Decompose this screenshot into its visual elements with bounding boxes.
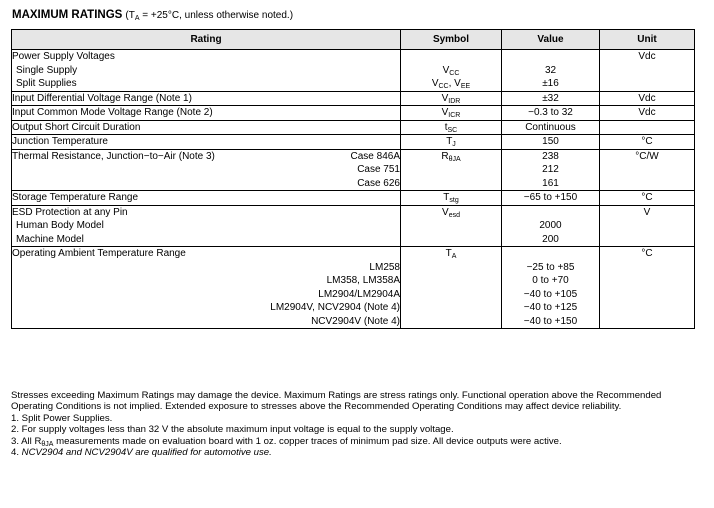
icmr-label: Input Common Mode Voltage Range (Note 2) [12,106,401,121]
tj-value: 150 [502,135,600,150]
title-text: MAXIMUM RATINGS [12,9,123,21]
symbol-tstg: $T_{stg}$ [401,191,502,206]
header-unit: Unit [600,30,695,50]
machine-model-label: Machine Model [16,233,84,245]
stress-disclaimer: Stresses exceeding Maximum Ratings may damage the device. Maximum Ratings are stress ratings only. Functional operation above the Recommended Operating Conditions is not implied. Extended exposure to stresses above the Recommended Operating Conditions may affect device reliability. [11,390,662,413]
tj-label: Junction Temperature [12,135,401,150]
tstg-label: Storage Temperature Range [12,191,401,206]
theta-label: Thermal Resistance, Junction−to−Air (Note 3) [12,150,215,162]
row-output-short-circuit [12,120,695,135]
header-rating: Rating [12,30,401,50]
power-supply-label: Power Supply Voltages [12,51,115,62]
ta-unit: °C [600,247,695,329]
row-input-common-mode [12,106,695,121]
note-4: 4. NCV2904 and NCV2904V are qualified for automotive use. [11,447,272,459]
case-846a: Case 846A [350,150,400,162]
header-value: Value [502,30,600,50]
esd-unit: V [600,205,695,247]
oscd-value: Continuous [502,120,600,135]
theta-unit: °C/W [600,149,695,191]
ta-value-lm2904: −40 to +105 [523,288,578,300]
note-1: 1. Split Power Supplies. [11,412,113,424]
row-junction-temperature [12,135,695,150]
symbol-vicr: $V_{ICR}$ [401,106,502,121]
icmr-unit: Vdc [600,106,695,121]
power-supply-unit: Vdc [600,50,695,92]
row-esd-protection [12,205,695,247]
row-thermal-resistance [12,149,695,191]
tstg-unit: °C [600,191,695,206]
device-ncv2904v: NCV2904V (Note 4) [311,315,400,327]
row-storage-temperature [12,191,695,206]
machine-model-value: 200 [542,233,559,245]
split-supplies-value: ±16 [542,78,559,89]
theta-value-846a: 238 [542,150,559,162]
symbol-tsc: $t_{SC}$ [401,120,502,135]
symbol-tj: $T_J$ [401,135,502,150]
symbol-rtheta-ja: $R_{\theta JA}$ [401,149,502,191]
ta-value-lm258: −25 to +85 [526,261,575,273]
esd-label: ESD Protection at any Pin [12,206,128,218]
header-symbol: Symbol [401,30,502,50]
note-2: 2. For supply voltages less than 32 V the absolute maximum input voltage is equal to the supply voltage. [11,424,454,436]
row-operating-temperature [12,247,695,329]
icmr-value: −0.3 to 32 [502,106,600,121]
ta-value-ncv2904v: −40 to +150 [523,315,578,327]
ta-label: Operating Ambient Temperature Range [12,248,186,259]
notes-section [11,390,701,458]
ta-value-lm358: 0 to +70 [532,275,569,286]
idvr-unit: Vdc [600,91,695,106]
human-body-model-value: 2000 [539,220,562,231]
theta-value-626: 161 [542,177,559,189]
row-power-supply [12,50,695,92]
title-condition: ($T_A = +25^\circ C$, unless otherwise noted.) [125,10,294,22]
symbol-vcc: $V_{CC}$ [442,64,460,77]
single-supply-value: 32 [544,64,557,76]
case-751: Case 751 [357,164,400,175]
device-lm2904: LM2904/LM2904A [318,288,400,300]
maximum-ratings-table [11,29,695,329]
split-supplies-label: Split Supplies [16,78,77,89]
idvr-label: Input Differential Voltage Range (Note 1) [12,91,401,106]
symbol-vidr: $V_{IDR}$ [401,91,502,106]
device-lm358: LM358, LM358A [326,275,400,286]
symbol-vcc-vee: $V_{CC}$, $V_{EE}$ [431,78,471,90]
section-title [12,9,293,21]
case-626: Case 626 [357,177,400,189]
device-lm258: LM258 [369,261,400,273]
single-supply-label: Single Supply [16,64,78,76]
ta-value-lm2904v: −40 to +125 [523,302,578,313]
symbol-vesd: $V_{esd}$ [401,205,502,247]
device-lm2904v: LM2904V, NCV2904 (Note 4) [270,302,400,313]
table-header-row [12,30,695,50]
idvr-value: ±32 [502,91,600,106]
human-body-model-label: Human Body Model [16,220,104,231]
notes-list [11,413,701,459]
note-3: 3. All $R_{\theta JA}$ measurements made on evaluation board with 1 oz. copper traces of minimum pad size. All device outputs were active. [11,435,562,448]
oscd-unit [600,120,695,135]
symbol-ta: $T_A$ [401,247,502,329]
tstg-value: −65 to +150 [502,191,600,206]
tj-unit: °C [600,135,695,150]
oscd-label: Output Short Circuit Duration [12,120,401,135]
row-input-differential [12,91,695,106]
theta-value-751: 212 [542,164,559,175]
